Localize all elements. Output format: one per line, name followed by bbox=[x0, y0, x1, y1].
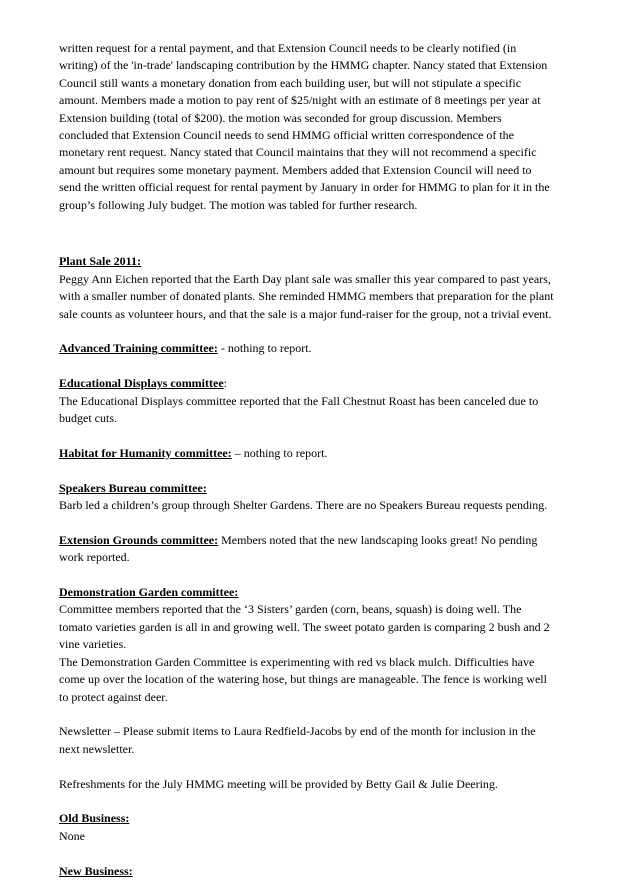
text-line: sale counts as volunteer hours, and that the sale is a major fund-raiser for the group, not a trivial event. bbox=[59, 306, 552, 321]
text-line: Peggy Ann Eichen reported that the Earth Day plant sale was smaller this year compared to past years, bbox=[59, 271, 551, 286]
plant-sale-heading: Plant Sale 2011: bbox=[59, 254, 142, 269]
text-line: Council still wants a monetary donation from each building user, but will not stipulate a specific bbox=[59, 75, 522, 90]
text-line: amount. Members made a motion to pay rent of $25/night with an estimate of 8 meetings per year at bbox=[59, 93, 541, 108]
newsletter-section bbox=[59, 723, 589, 758]
text-line: None bbox=[59, 828, 85, 843]
text-line: Extension building (total of $200). the motion was seconded for group discussion. Members bbox=[59, 110, 502, 125]
old-business-heading: Old Business: bbox=[59, 811, 130, 826]
text-line: Barb led a children’s group through Shelter Gardens. There are no Speakers Bureau requests pending. bbox=[59, 498, 548, 513]
text-line: concluded that Extension Council needs to send HMMG official written correspondence of the bbox=[59, 128, 514, 143]
text-line: writing) of the 'in-trade' landscaping contribution by the HMMG chapter. Nancy stated that Extension bbox=[59, 58, 548, 73]
demonstration-garden-heading: Demonstration Garden committee: bbox=[59, 585, 239, 600]
text-line: The Educational Displays committee reported that the Fall Chestnut Roast has been canceled due to bbox=[59, 393, 539, 408]
text-line: work reported. bbox=[59, 550, 130, 565]
plant-sale-section bbox=[59, 253, 589, 323]
text-line: Refreshments for the July HMMG meeting will be provided by Betty Gail & Julie Deering. bbox=[59, 776, 498, 791]
text-line: tomato varieties garden is all in and growing well. The sweet potato garden is comparing 2 bush and 2 bbox=[59, 619, 550, 634]
refreshments-section bbox=[59, 776, 589, 793]
minutes-body bbox=[59, 40, 589, 880]
text-line: send the written official request for rental payment by January in order for HMMG to plan for it in the bbox=[59, 180, 550, 195]
educational-displays-section bbox=[59, 375, 589, 427]
text-line: with a smaller number of donated plants. She reminded HMMG members that preparation for the plant bbox=[59, 289, 554, 304]
text-line: next newsletter. bbox=[59, 741, 135, 756]
extension-grounds-section bbox=[59, 532, 589, 567]
advanced-training-section bbox=[59, 340, 589, 357]
text-line: Committee members reported that the ‘3 Sisters’ garden (corn, beans, squash) is doing well. The bbox=[59, 602, 522, 617]
advanced-training-text: - nothing to report. bbox=[217, 341, 312, 356]
text-line: budget cuts. bbox=[59, 411, 117, 426]
old-business-section bbox=[59, 810, 589, 845]
text-line: amount but requires some monetary payment. Members added that Extension Council will need to bbox=[59, 162, 532, 177]
habitat-heading: Habitat for Humanity committee: bbox=[59, 445, 232, 460]
new-business-section bbox=[59, 863, 589, 880]
educational-displays-heading: Educational Displays committee bbox=[59, 376, 224, 391]
text-line: group’s following July budget. The motion was tabled for further research. bbox=[59, 197, 418, 212]
text-line: to protect against deer. bbox=[59, 689, 168, 704]
habitat-section bbox=[59, 445, 589, 462]
demonstration-garden-section bbox=[59, 584, 589, 706]
speakers-bureau-heading: Speakers Bureau committee: bbox=[59, 480, 207, 495]
extension-grounds-heading: Extension Grounds committee: bbox=[59, 532, 219, 547]
text-line: Newsletter – Please submit items to Laura Redfield-Jacobs by end of the month for inclusion in the bbox=[59, 724, 536, 739]
advanced-training-heading: Advanced Training committee: bbox=[59, 341, 218, 356]
text-line: The Demonstration Garden Committee is experimenting with red vs black mulch. Difficulties have bbox=[59, 654, 535, 669]
extension-grounds-text: Members noted that the new landscaping looks great! No pending bbox=[218, 532, 538, 547]
new-business-heading: New Business: bbox=[59, 863, 133, 878]
text-line: vine varieties. bbox=[59, 637, 127, 652]
habitat-text: – nothing to report. bbox=[231, 445, 328, 460]
text-line: written request for a rental payment, and that Extension Council needs to be clearly notified (in bbox=[59, 41, 517, 55]
speakers-bureau-section bbox=[59, 480, 589, 515]
text-line: come up over the location of the watering hose, but things are manageable. The fence is working well bbox=[59, 672, 547, 687]
rental-discussion-paragraph bbox=[59, 40, 589, 214]
text-line: monetary rent request. Nancy stated that Council maintains that they will not recommend a specific bbox=[59, 145, 537, 160]
heading-colon: : bbox=[223, 376, 228, 391]
